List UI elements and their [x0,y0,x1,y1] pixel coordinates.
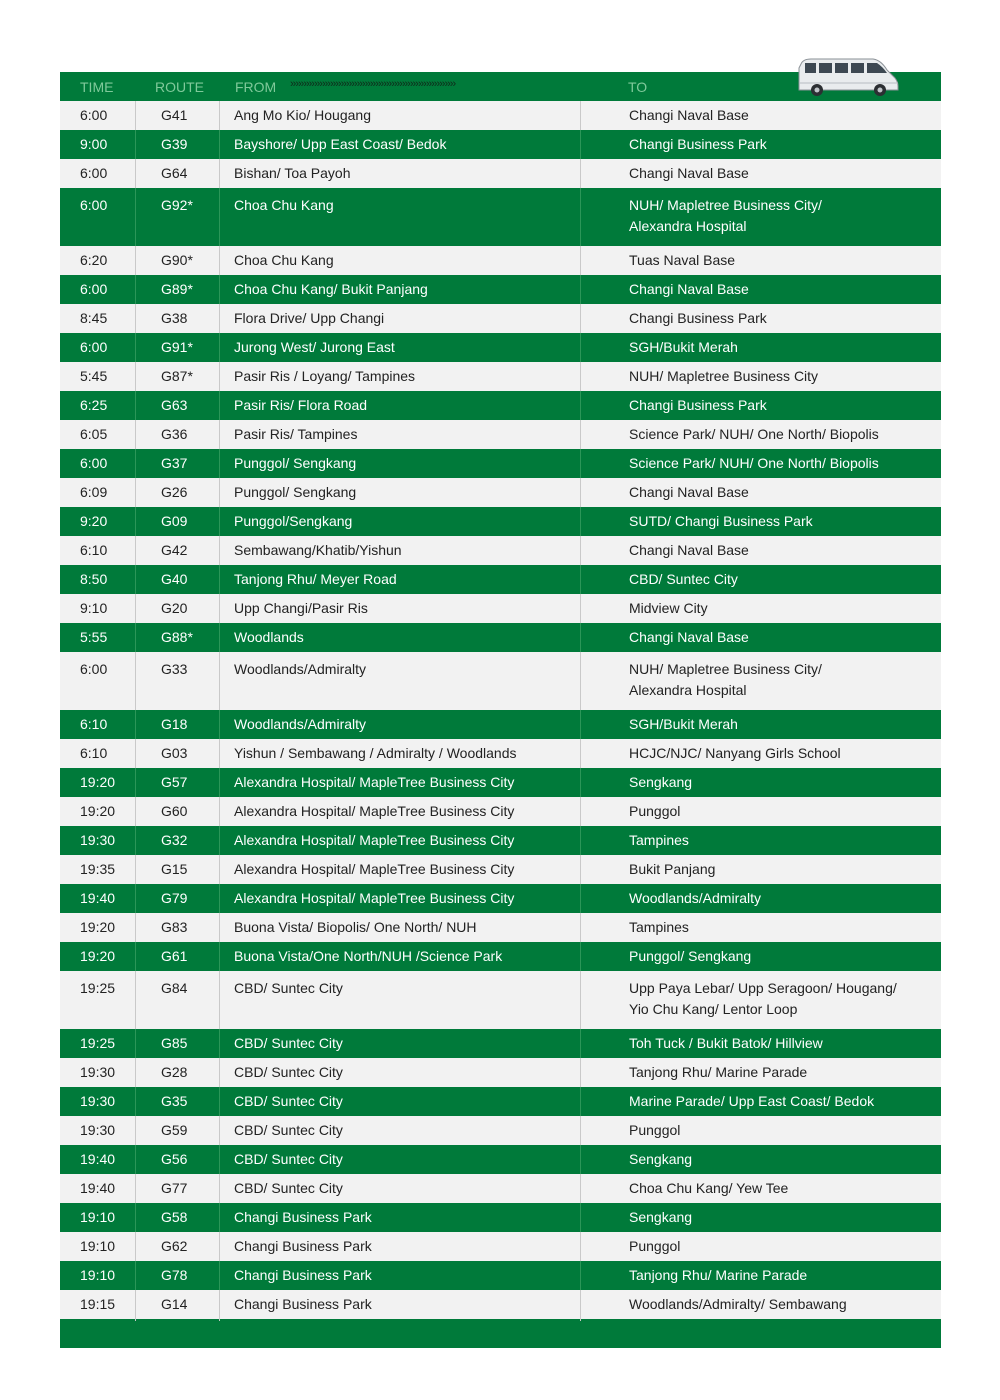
table-row [60,159,941,188]
table-row [60,536,941,565]
table-row [60,507,941,536]
cell-from: Tanjong Rhu/ Meyer Road [219,565,580,596]
cell-to-line: Changi Naval Base [629,165,749,181]
cell-to [580,913,941,944]
cell-time: 5:45 [80,368,108,384]
cell-time: 6:00 [80,197,108,213]
cell-from: Woodlands [219,623,580,654]
cell-time: 19:20 [80,919,116,935]
table-row [60,478,941,507]
cell-from: Bayshore/ Upp East Coast/ Bedok [219,130,580,161]
cell-time: 19:40 [80,890,116,906]
table-row [60,1232,941,1261]
cell-to [580,797,941,828]
cell-to-line: SGH/Bukit Merah [629,716,738,732]
cell-from: Sembawang/Khatib/Yishun [219,536,580,567]
cell-time: 9:20 [80,513,108,529]
cell-route: G90* [135,246,219,277]
cell-to [580,1029,941,1060]
cell-to [580,246,941,277]
cell-from: Punggol/ Sengkang [219,449,580,480]
cell-route: G42 [135,536,219,567]
cell-to-line: NUH/ Mapletree Business City/ [629,197,822,213]
cell-time: 6:10 [80,745,108,761]
cell-time: 6:00 [80,455,108,471]
cell-to [580,362,941,393]
cell-from: CBD/ Suntec City [219,971,580,1029]
cell-to-line: SGH/Bukit Merah [629,339,738,355]
table-row [60,391,941,420]
cell-to [580,536,941,567]
cell-to-line: NUH/ Mapletree Business City [629,368,819,384]
cell-from: Yishun / Sembawang / Admiralty / Woodlands [219,739,580,770]
cell-to [580,101,941,132]
table-row [60,565,941,594]
cell-from: Flora Drive/ Upp Changi [219,304,580,335]
cell-from: Punggol/ Sengkang [219,478,580,509]
cell-from: Changi Business Park [219,1232,580,1263]
cell-time: 19:30 [80,1093,116,1109]
table-row [60,1174,941,1203]
cell-route: G61 [135,942,219,973]
cell-from: Upp Changi/Pasir Ris [219,594,580,625]
table-row [60,826,941,855]
cell-to [580,855,941,886]
cell-from: Choa Chu Kang [219,246,580,277]
table-row [60,855,941,884]
cell-from: Pasir Ris/ Tampines [219,420,580,451]
cell-to-line: Science Park/ NUH/ One North/ Biopolis [629,426,879,442]
cell-to [580,652,941,710]
cell-to [580,826,941,857]
cell-to-line: Woodlands/Admiralty [629,890,762,906]
cell-to [580,710,941,741]
cell-to [580,1174,941,1205]
cell-route: G38 [135,304,219,335]
cell-to [580,1116,941,1147]
table-row [60,1261,941,1290]
cell-route: G91* [135,333,219,364]
cell-route: G59 [135,1116,219,1147]
cell-from: Jurong West/ Jurong East [219,333,580,364]
cell-from: Changi Business Park [219,1261,580,1292]
cell-time: 6:00 [80,339,108,355]
cell-to [580,159,941,190]
cell-time: 5:55 [80,629,108,645]
cell-route: G18 [135,710,219,741]
cell-to-line: Tampines [629,919,689,935]
table-row [60,768,941,797]
cell-time: 19:10 [80,1238,116,1254]
cell-to [580,971,941,1029]
table-row [60,1145,941,1174]
cell-to-line: Marine Parade/ Upp East Coast/ Bedok [629,1093,875,1109]
table-row [60,1058,941,1087]
cell-time: 19:20 [80,774,116,790]
cell-to-line: Changi Naval Base [629,484,749,500]
cell-time: 6:09 [80,484,108,500]
cell-time: 19:10 [80,1267,116,1283]
cell-route: G83 [135,913,219,944]
table-row [60,246,941,275]
cell-time: 19:25 [80,1035,116,1051]
cell-to [580,768,941,799]
cell-to [580,478,941,509]
cell-time: 9:10 [80,600,108,616]
cell-time: 19:30 [80,1122,116,1138]
cell-to [580,884,941,915]
cell-route: G32 [135,826,219,857]
cell-to [580,304,941,335]
table-body [60,101,941,1319]
cell-time: 19:20 [80,803,116,819]
table-row [60,449,941,478]
header-from: FROM [235,79,277,95]
table-row [60,130,941,159]
cell-to [580,623,941,654]
cell-time: 6:05 [80,426,108,442]
cell-from: Pasir Ris / Loyang/ Tampines [219,362,580,393]
cell-to-line: Punggol [629,1238,681,1254]
cell-route: G56 [135,1145,219,1176]
cell-from: Changi Business Park [219,1203,580,1234]
cell-to-line: Woodlands/Admiralty/ Sembawang [629,1296,847,1312]
table-row [60,420,941,449]
cell-to-line: Sengkang [629,1151,693,1167]
table-row [60,1087,941,1116]
table-row [60,333,941,362]
cell-to [580,391,941,422]
table-row [60,304,941,333]
table-row [60,1290,941,1319]
table-row [60,884,941,913]
cell-from: CBD/ Suntec City [219,1087,580,1118]
cell-route: G40 [135,565,219,596]
table-footer [60,1319,941,1348]
cell-time: 9:00 [80,136,108,152]
header-time: TIME [80,79,114,95]
cell-from: Woodlands/Admiralty [219,710,580,741]
cell-to [580,275,941,306]
cell-to-line: Tampines [629,832,689,848]
cell-to-line: Choa Chu Kang/ Yew Tee [629,1180,789,1196]
cell-to-line: Alexandra Hospital [629,682,747,698]
cell-route: G39 [135,130,219,161]
cell-route: G77 [135,1174,219,1205]
cell-to-line: Yio Chu Kang/ Lentor Loop [629,1001,798,1017]
cell-to [580,1290,941,1321]
cell-time: 6:20 [80,252,108,268]
cell-route: G41 [135,101,219,132]
cell-time: 8:45 [80,310,108,326]
table-row [60,942,941,971]
cell-from: Bishan/ Toa Payoh [219,159,580,190]
cell-time: 19:30 [80,832,116,848]
cell-to-line: Upp Paya Lebar/ Upp Seragoon/ Hougang/ [629,980,897,996]
table-row [60,913,941,942]
cell-from: Choa Chu Kang/ Bukit Panjang [219,275,580,306]
cell-to [580,1058,941,1089]
table-row [60,101,941,130]
cell-route: G33 [135,652,219,710]
cell-route: G58 [135,1203,219,1234]
cell-route: G20 [135,594,219,625]
cell-time: 6:00 [80,281,108,297]
cell-to-line: Tuas Naval Base [629,252,736,268]
cell-to-line: NUH/ Mapletree Business City/ [629,661,822,677]
cell-to [580,1261,941,1292]
cell-from: Alexandra Hospital/ MapleTree Business City [219,768,580,799]
cell-time: 6:10 [80,716,108,732]
cell-to [580,130,941,161]
table-row [60,797,941,826]
cell-to [580,507,941,538]
cell-route: G37 [135,449,219,480]
schedule-table [60,72,941,1348]
cell-to-line: Changi Business Park [629,397,767,413]
cell-route: G03 [135,739,219,770]
cell-route: G92* [135,188,219,246]
cell-to [580,1087,941,1118]
cell-time: 6:25 [80,397,108,413]
table-row [60,362,941,391]
cell-from: Alexandra Hospital/ MapleTree Business City [219,826,580,857]
table-row [60,710,941,739]
cell-from: Changi Business Park [219,1290,580,1321]
cell-to-line: Punggol/ Sengkang [629,948,752,964]
table-row [60,623,941,652]
cell-to-line: CBD/ Suntec City [629,571,738,587]
cell-to-line: Punggol [629,1122,681,1138]
cell-time: 19:15 [80,1296,116,1312]
cell-from: CBD/ Suntec City [219,1174,580,1205]
cell-time: 19:40 [80,1180,116,1196]
cell-route: G15 [135,855,219,886]
cell-route: G63 [135,391,219,422]
cell-from: Punggol/Sengkang [219,507,580,538]
cell-to [580,594,941,625]
cell-route: G36 [135,420,219,451]
cell-time: 6:10 [80,542,108,558]
cell-time: 19:25 [80,980,116,996]
cell-to [580,1232,941,1263]
cell-time: 6:00 [80,661,108,677]
cell-to [580,942,941,973]
cell-from: Buona Vista/ Biopolis/ One North/ NUH [219,913,580,944]
cell-to-line: SUTD/ Changi Business Park [629,513,813,529]
cell-to-line: Changi Naval Base [629,542,749,558]
cell-from: Woodlands/Admiralty [219,652,580,710]
cell-to [580,1145,941,1176]
cell-route: G60 [135,797,219,828]
cell-from: CBD/ Suntec City [219,1029,580,1060]
cell-time: 19:20 [80,948,116,964]
header-arrows: ›››››››››››››››››››››››››››››››››››››››››››››››››››››››››››››› [290,78,456,90]
cell-to-line: Sengkang [629,1209,693,1225]
cell-to [580,333,941,364]
cell-to [580,420,941,451]
cell-from: Buona Vista/One North/NUH /Science Park [219,942,580,973]
cell-time: 19:35 [80,861,116,877]
cell-time: 6:00 [80,165,108,181]
cell-to-line: Sengkang [629,774,693,790]
table-row [60,652,941,710]
cell-to-line: Science Park/ NUH/ One North/ Biopolis [629,455,879,471]
cell-route: G26 [135,478,219,509]
cell-from: Choa Chu Kang [219,188,580,246]
cell-to-line: Bukit Panjang [629,861,716,877]
cell-time: 19:10 [80,1209,116,1225]
cell-to [580,449,941,480]
cell-to-line: Changi Business Park [629,310,767,326]
cell-from: Alexandra Hospital/ MapleTree Business City [219,855,580,886]
cell-route: G62 [135,1232,219,1263]
cell-to-line: Changi Naval Base [629,107,749,123]
header-route: ROUTE [155,79,204,95]
cell-route: G88* [135,623,219,654]
cell-route: G14 [135,1290,219,1321]
cell-time: 8:50 [80,571,108,587]
cell-to-line: Changi Naval Base [629,629,749,645]
table-row [60,1203,941,1232]
cell-route: G79 [135,884,219,915]
table-row [60,971,941,1029]
cell-to-line: Alexandra Hospital [629,218,747,234]
cell-to-line: Tanjong Rhu/ Marine Parade [629,1064,808,1080]
minibus-icon [795,56,900,98]
cell-time: 6:00 [80,107,108,123]
table-row [60,1116,941,1145]
cell-route: G57 [135,768,219,799]
cell-from: Alexandra Hospital/ MapleTree Business City [219,797,580,828]
cell-to [580,739,941,770]
header-to: TO [628,79,648,95]
cell-route: G35 [135,1087,219,1118]
cell-from: Alexandra Hospital/ MapleTree Business City [219,884,580,915]
cell-to-line: Midview City [629,600,708,616]
cell-to [580,188,941,246]
table-row [60,1029,941,1058]
cell-to-line: Changi Business Park [629,136,767,152]
cell-from: CBD/ Suntec City [219,1116,580,1147]
cell-route: G28 [135,1058,219,1089]
table-row [60,594,941,623]
cell-route: G89* [135,275,219,306]
table-row [60,739,941,768]
cell-to-line: HCJC/NJC/ Nanyang Girls School [629,745,841,761]
cell-to-line: Tanjong Rhu/ Marine Parade [629,1267,808,1283]
cell-time: 19:30 [80,1064,116,1080]
cell-route: G78 [135,1261,219,1292]
cell-route: G85 [135,1029,219,1060]
cell-from: Ang Mo Kio/ Hougang [219,101,580,132]
cell-to-line: Punggol [629,803,681,819]
cell-route: G09 [135,507,219,538]
cell-to [580,1203,941,1234]
table-row [60,188,941,246]
table-header [60,72,941,101]
table-row [60,275,941,304]
cell-from: Pasir Ris/ Flora Road [219,391,580,422]
cell-from: CBD/ Suntec City [219,1058,580,1089]
cell-route: G64 [135,159,219,190]
cell-to-line: Changi Naval Base [629,281,749,297]
cell-time: 19:40 [80,1151,116,1167]
cell-from: CBD/ Suntec City [219,1145,580,1176]
cell-to [580,565,941,596]
cell-route: G84 [135,971,219,1029]
cell-to-line: Toh Tuck / Bukit Batok/ Hillview [629,1035,823,1051]
cell-route: G87* [135,362,219,393]
